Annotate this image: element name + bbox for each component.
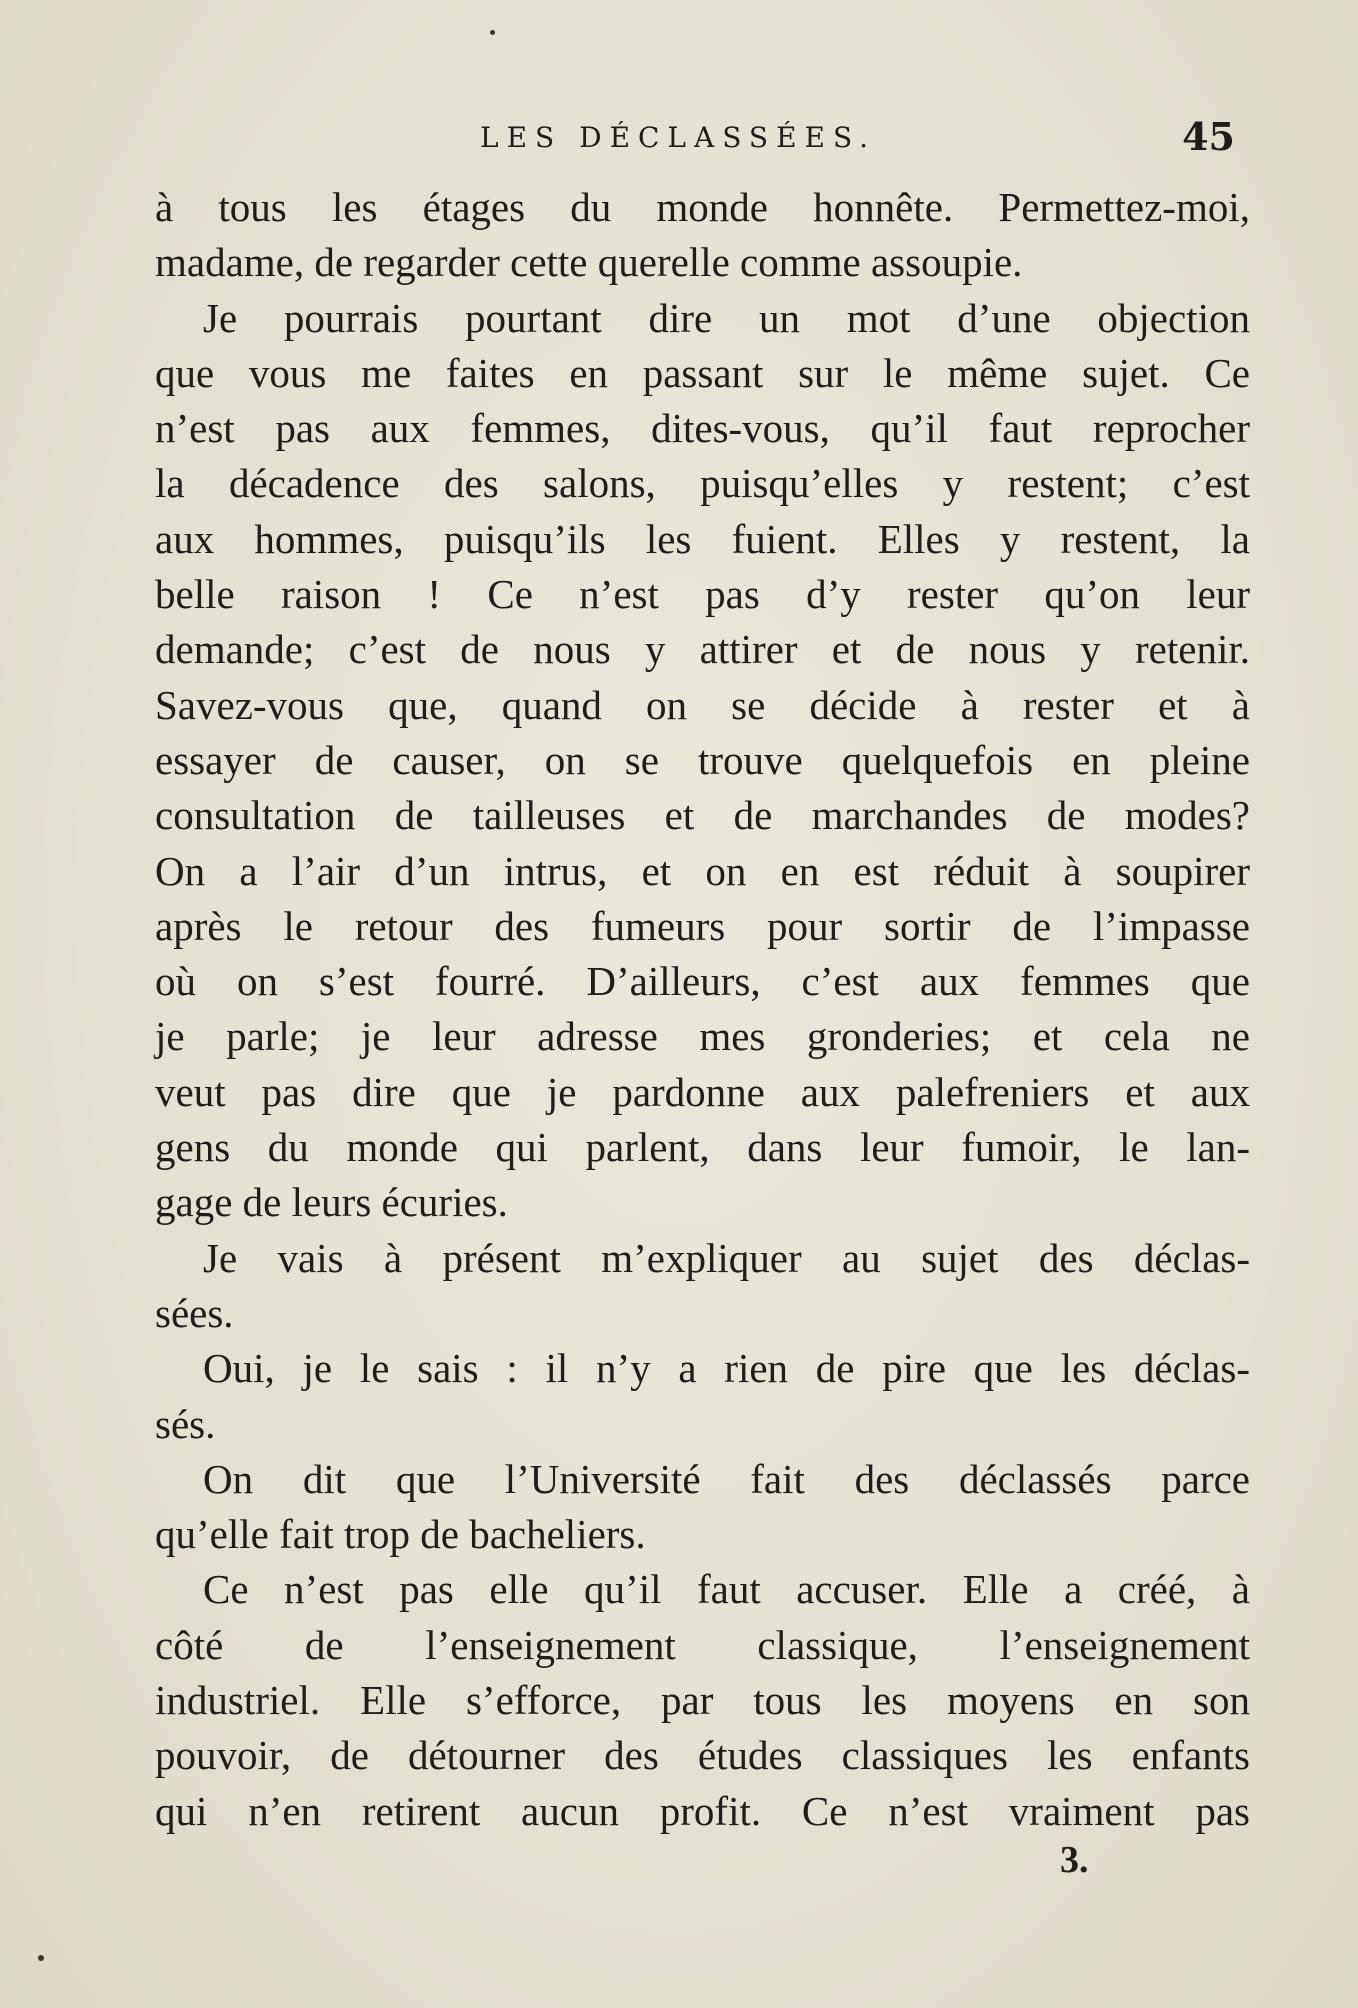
text-line: que vous me faites en passant sur le même sujet. Ce	[155, 349, 1250, 396]
text-line: veut pas dire que je pardonne aux palefreniers et aux	[155, 1068, 1250, 1115]
text-line: Je pourrais pourtant dire un mot d’une objection	[203, 294, 1250, 341]
text-line: consultation de tailleuses et de marchandes de modes?	[155, 792, 1250, 839]
text-line: Oui, je le sais : il n’y a rien de pire que les déclas-	[203, 1345, 1250, 1392]
text-line: après le retour des fumeurs pour sortir de l’impasse	[155, 902, 1250, 949]
ink-speck	[38, 1955, 44, 1961]
text-line: sés.	[155, 1400, 216, 1447]
page-number: 45	[1182, 114, 1235, 159]
text-line: On a l’air d’un intrus, et on en est réduit à soupirer	[155, 847, 1250, 894]
text-line: à tous les étages du monde honnête. Permettez-moi,	[155, 184, 1250, 230]
text-line: demande; c’est de nous y attirer et de nous y retenir.	[155, 626, 1250, 673]
text-line: qui n’en retirent aucun profit. Ce n’est vraiment pas	[155, 1787, 1250, 1834]
text-line: belle raison ! Ce n’est pas d’y rester qu’on leur	[155, 571, 1250, 618]
text-line: On dit que l’Université fait des déclassés parce	[203, 1455, 1250, 1502]
text-line: n’est pas aux femmes, dites-vous, qu’il faut reprocher	[155, 405, 1250, 452]
text-line: industriel. Elle s’efforce, par tous les moyens en son	[155, 1677, 1250, 1724]
text-line: Je vais à présent m’expliquer au sujet des déclas-	[203, 1234, 1250, 1281]
signature-mark: 3.	[1060, 1839, 1089, 1881]
text-line: où on s’est fourré. D’ailleurs, c’est aux femmes que	[155, 958, 1250, 1005]
text-line: gens du monde qui parlent, dans leur fumoir, le lan-	[155, 1124, 1250, 1171]
text-line: Ce n’est pas elle qu’il faut accuser. Elle a créé, à	[203, 1566, 1250, 1613]
text-line: Savez-vous que, quand on se décide à rester et à	[155, 681, 1250, 728]
text-line: gage de leurs écuries.	[155, 1179, 508, 1226]
running-head	[155, 114, 1235, 159]
ink-speck	[490, 30, 495, 35]
text-line: je parle; je leur adresse mes gronderies; et cela ne	[155, 1013, 1250, 1060]
text-line: sées.	[155, 1289, 234, 1336]
body-text	[155, 180, 1250, 1839]
text-line: madame, de regarder cette querelle comme assoupie.	[155, 239, 1023, 286]
text-line: qu’elle fait trop de bacheliers.	[155, 1511, 646, 1558]
text-line: aux hommes, puisqu’ils les fuient. Elles y restent, la	[155, 515, 1250, 562]
running-title: LES DÉCLASSÉES.	[480, 121, 877, 154]
text-line: pouvoir, de détourner des études classiques les enfants	[155, 1732, 1250, 1779]
text-line: côté de l’enseignement classique, l’enseignement	[155, 1621, 1250, 1668]
text-line: essayer de causer, on se trouve quelquefois en pleine	[155, 736, 1250, 783]
text-line: la décadence des salons, puisqu’elles y restent; c’est	[155, 460, 1250, 507]
